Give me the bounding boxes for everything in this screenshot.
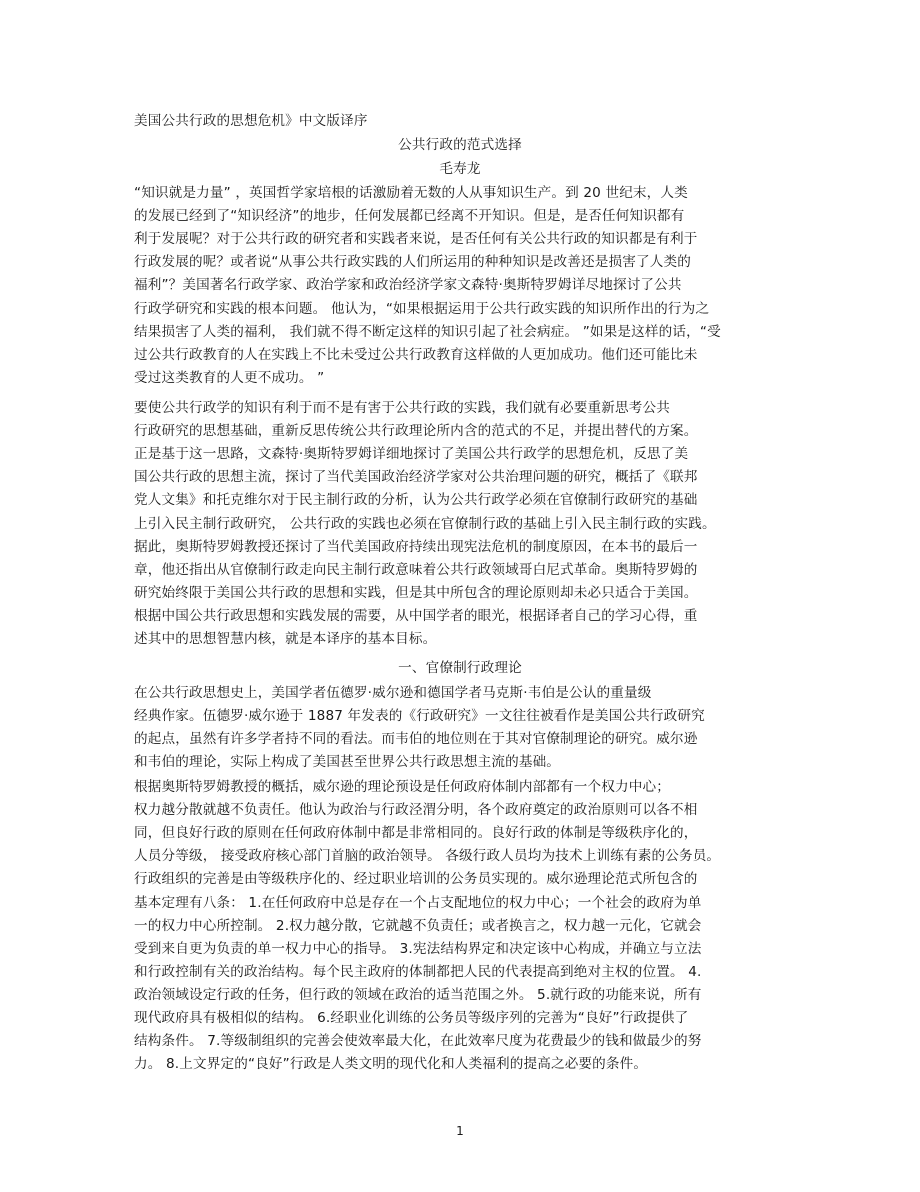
- paragraph-line: 党人文集》和托克维尔对于民主制行政的分析，认为公共行政学必须在官僚制行政研究的基础: [134, 492, 698, 509]
- paragraph-line: 行政学研究和实践的根本问题。 他认为，“如果根据运用于公共行政实践的知识所作出的行为之: [134, 300, 710, 317]
- paragraph-line: 权力越分散就越不负责任。他认为政治与行政泾渭分明，各个政府奠定的政治原则可以各不相: [134, 802, 698, 819]
- paragraph-line: 受到来自更为负责的单一权力中心的指导。 3.宪法结构界定和决定该中心构成，并确立与立法: [134, 940, 702, 957]
- paragraph-line: 人员分等级， 接受政府核心部门首脑的政治领导。 各级行政人员均为技术上训练有素的公务员。: [134, 848, 721, 865]
- paragraph-line: 福利”？美国著名行政学家、政治学家和政治经济学家文森特·奥斯特罗姆详尽地探讨了公共: [134, 277, 682, 294]
- document-title: 公共行政的范式选择: [398, 137, 522, 153]
- paragraph-line: 基本定理有八条： 1.在任何政府中总是存在一个占支配地位的权力中心；一个社会的政府为单: [134, 894, 702, 911]
- paragraph-line: 据此，奥斯特罗姆教授还探讨了当代美国政府持续出现宪法危机的制度原因，在本书的最后一: [134, 538, 698, 555]
- document-author: 毛寿龙: [439, 161, 481, 177]
- paragraph-line: 述其中的思想智慧内核，就是本译序的基本目标。: [134, 631, 437, 647]
- paragraph-line: 同，但良好行政的原则在任何政府体制中都是非常相同的。良好行政的体制是等级秩序化的，: [134, 825, 698, 842]
- paragraph-line: 研究始终限于美国公共行政的思想和实践，但是其中所包含的理论原则却未必只适合于美国。: [134, 584, 698, 601]
- paragraph-line: “知识就是力量” ，英国哲学家培根的话激励着无数的人从事知识生产。到 20 世纪末，人类: [134, 185, 688, 201]
- paragraph-line: 行政发展的呢？或者说“从事公共行政实践的人们所运用的种种知识是改善还是损害了人类的: [134, 254, 691, 271]
- paragraph-line: 现代政府具有极相似的结构。 6.经职业化训练的公务员等级序列的完善为“良好”行政提供了: [134, 1010, 689, 1026]
- paragraph-line: 利于发展呢？对于公共行政的研究者和实践者来说，是否任何有关公共行政的知识都是有利于: [134, 231, 698, 248]
- document-header: 美国公共行政的思想危机》中文版译序: [134, 113, 368, 129]
- paragraph-line: 行政研究的思想基础，重新反思传统公共行政理论所内含的范式的不足，并提出替代的方案。: [134, 423, 698, 440]
- paragraph-line: 正是基于这一思路，文森特·奥斯特罗姆详细地探讨了美国公共行政学的思想危机，反思了美: [134, 446, 689, 463]
- paragraph-line: 要使公共行政学的知识有利于而不是有害于公共行政的实践，我们就有必要重新思考公共: [134, 400, 671, 416]
- paragraph-line: 经典作家。伍德罗·威尔逊于 1887 年发表的《行政研究》一文往往被看作是美国公共行政研究: [134, 708, 705, 725]
- paragraph-line: 根据奥斯特罗姆教授的概括，威尔逊的理论预设是任何政府体制内部都有一个权力中心；: [134, 779, 671, 795]
- paragraph-line: 和韦伯的理论，实际上构成了美国甚至世界公共行政思想主流的基础。: [134, 754, 561, 771]
- paragraph-line: 根据中国公共行政思想和实践发展的需要，从中国学者的眼光，根据译者自己的学习心得，重: [134, 607, 698, 624]
- page-number: 1: [456, 1124, 464, 1138]
- paragraph-line: 行政组织的完善是由等级秩序化的、经过职业培训的公务员实现的。威尔逊理论范式所包含的: [134, 871, 698, 888]
- paragraph-line: 国公共行政的思想主流，探讨了当代美国政治经济学家对公共治理问题的研究，概括了《联邦: [134, 469, 698, 486]
- paragraph-line: 一的权力中心所控制。 2.权力越分散，它就越不负责任；或者换言之，权力越一元化，它就会: [134, 917, 702, 934]
- paragraph-line: 结果损害了人类的福利， 我们就不得不断定这样的知识引起了社会病症。 ”如果是这样的话，“受: [134, 323, 721, 340]
- section-heading: 一、官僚制行政理论: [398, 660, 522, 676]
- paragraph-line: 政治领域设定行政的任务，但行政的领域在政治的适当范围之外。 5.就行政的功能来说，所有: [134, 986, 702, 1003]
- paragraph-line: 力。 8.上文界定的“良好”行政是人类文明的现代化和人类福利的提高之必要的条件。: [134, 1056, 648, 1073]
- paragraph-line: 章，他还指出从官僚制行政走向民主制行政意味着公共行政领域哥白尼式革命。奥斯特罗姆的: [134, 561, 698, 578]
- paragraph-line: 受过这类教育的人更不成功。 ”: [134, 369, 325, 386]
- paragraph-line: 过公共行政教育的人在实践上不比未受过公共行政教育这样做的人更加成功。他们还可能比未: [134, 346, 698, 363]
- paragraph-line: 的起点，虽然有许多学者持不同的看法。而韦伯的地位则在于其对官僚制理论的研究。威尔逊: [134, 731, 698, 748]
- paragraph-line: 的发展已经到了“知识经济”的地步，任何发展都已经离不开知识。但是，是否任何知识都有: [134, 208, 685, 225]
- paragraph-line: 在公共行政思想史上，美国学者伍德罗·威尔逊和德国学者马克斯·韦伯是公认的重量级: [134, 685, 652, 701]
- paragraph-line: 结构条件。 7.等级制组织的完善会使效率最大化，在此效率尺度为花费最少的钱和做最少的努: [134, 1033, 702, 1050]
- paragraph-line: 上引入民主制行政研究， 公共行政的实践也必须在官僚制行政的基础上引入民主制行政的实践。: [134, 515, 716, 532]
- paragraph-line: 和行政控制有关的政治结构。每个民主政府的体制都把人民的代表提高到绝对主权的位置。 4.: [134, 963, 702, 980]
